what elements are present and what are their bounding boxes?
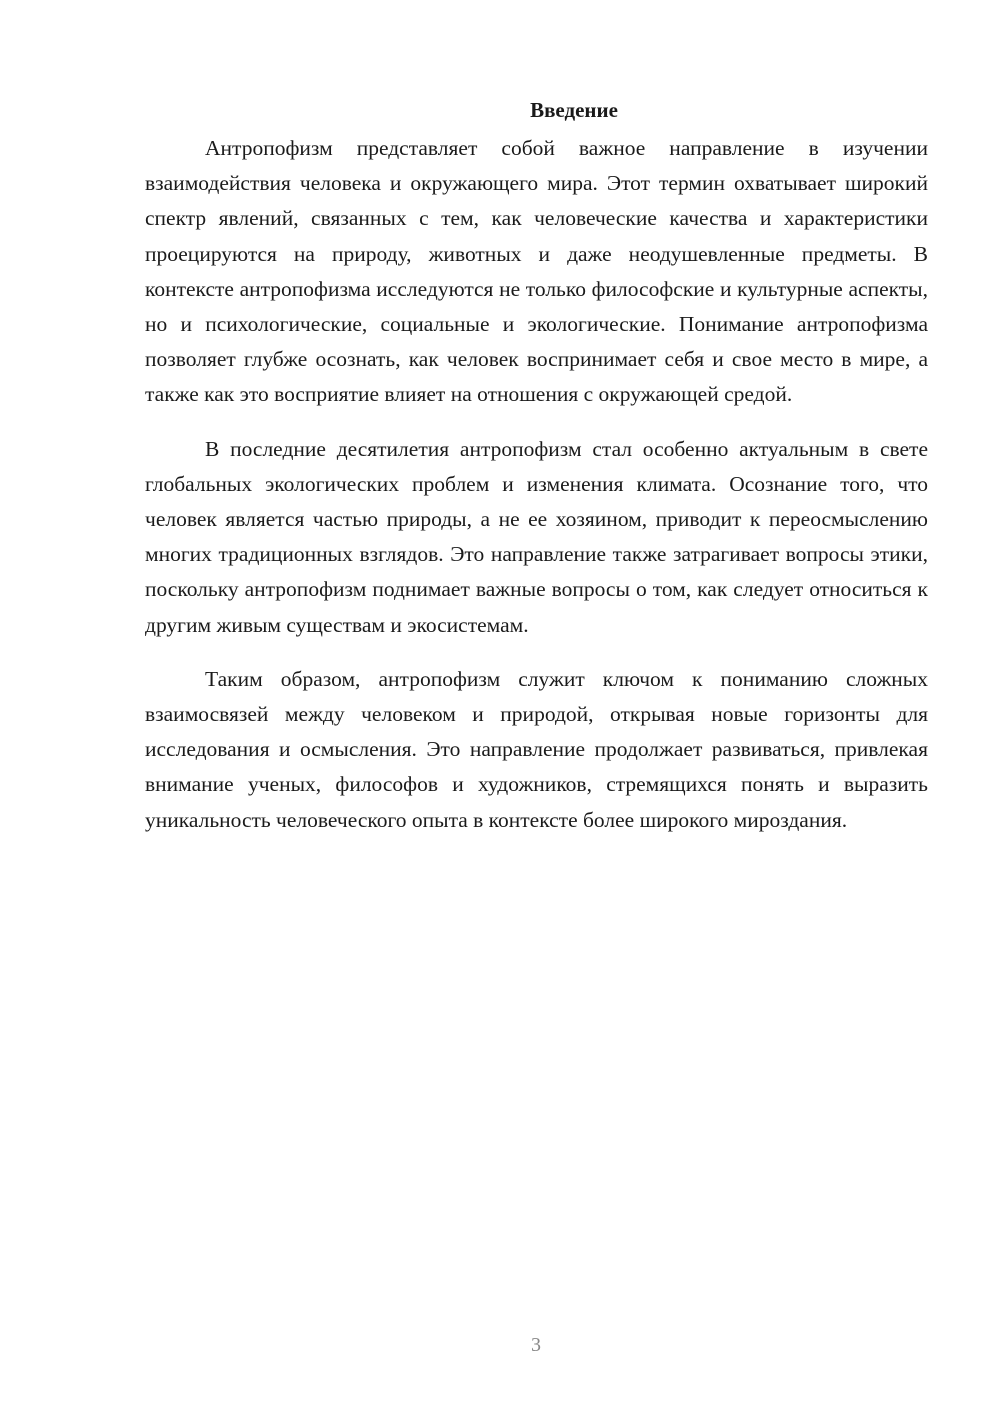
- paragraph-2: В последние десятилетия антропофизм стал особенно актуальным в свете глобальных экологических проблем и изменения климата. Осознание того, что человек является частью природы, а не ее хозяином, приводит к переосмыслению многих традиционных взглядов. Это направление также затрагивает вопросы этики, поскольку антропофизм поднимает важные вопросы о том, как следует относиться к другим живым существам и экосистемам.: [145, 436, 928, 637]
- document-body: [145, 95, 928, 857]
- page-number: 3: [531, 1334, 541, 1356]
- paragraph-1: Антропофизм представляет собой важное направление в изучении взаимодействия человека и окружающего мира. Этот термин охватывает широкий спектр явлений, связанных с тем, как человеческие качества и характеристики проецируются на природу, животных и даже неодушевленные предметы. В контексте антропофизма исследуются не только философские и культурные аспекты, но и психологические, социальные и экологические. Понимание антропофизма позволяет глубже осознать, как человек воспринимает себя и свое место в мире, а также как это восприятие влияет на отношения с окружающей средой.: [145, 136, 928, 407]
- paragraph-3: Таким образом, антропофизм служит ключом к пониманию сложных взаимосвязей между человеком и природой, открывая новые горизонты для исследования и осмысления. Это направление продолжает развиваться, привлекая внимание ученых, философов и художников, стремящихся понять и выразить уникальность человеческого опыта в контексте более широкого мироздания.: [145, 666, 928, 832]
- page-title: Введение: [530, 98, 618, 122]
